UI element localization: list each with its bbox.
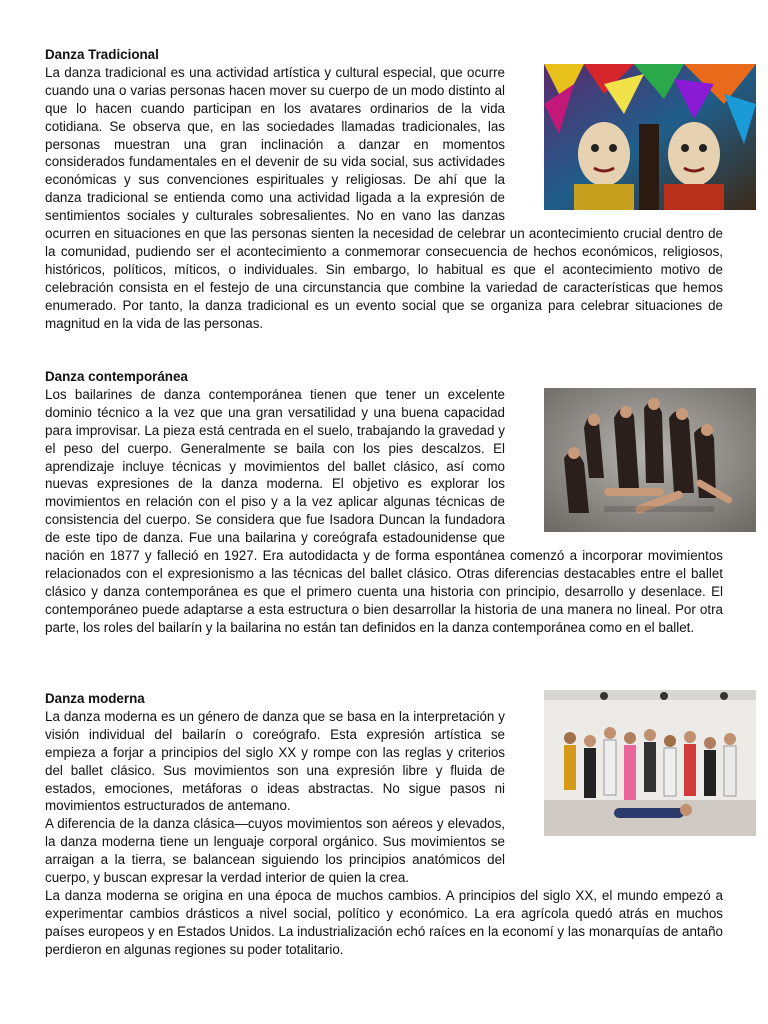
paragraph-text: Los bailarines de danza contemporánea tienen que tener un excelente dominio técnico a la vez que una gran versatilidad y una buena capacidad para improvisar. La pieza está centrada en el suelo, trabajando la gravedad y el peso del cuerpo. Generalmente se baila con los pies descalzos. El aprendizaje incluye técnicas y movimientos del ballet clásico, así como nuevas expresiones de la danza moderna. El objetivo es explorar los movimientos en relación con el piso y a la vez aplicar algunas técnicas de consistencia del cuerpo. Se considera que fue Isadora Duncan la fundadora de este tipo de danza. Fue una bailarina y coreógrafa estadounidense que nación en 1877 y falleció en 1927. Era autodidacta y de forma espontánea comenzó a incorporar movimientos relacionados con el expresionismo a las técnicas del ballet clásico. Otras diferencias destacables entre el ballet clásico y danza contemporánea es que el primero cuenta una historia con principio, desarrollo y desenlace. El contemporáneo puede adaptarse a esta estructura o bien desarrollar la historia de una manera no lineal. Por otra parte, los roles del bailarín y la bailarina no están tan definidos en la danza contemporánea como en el ballet. [45,386,723,635]
paragraph-text: La danza moderna se origina en una época de muchos cambios. A principios del siglo XX, el mundo empezó a experimentar cambios drásticos a nivel social, político y económico. La era agrícola quedó atrás en muchos países europeos y en Estados Unidos. La industrialización echó raíces en la economí y las monarquías de antaño perdieron en algunas regiones su poder totalitario. [45,887,723,957]
section-danza-contemporanea [45,368,723,637]
image-bailarines-contemporaneos [544,388,756,532]
section-title: Danza moderna [45,691,145,706]
section-danza-moderna [45,690,723,959]
paragraph-text: La danza moderna es un género de danza que se basa en la interpretación y visión individual del bailarín o coreógrafo. Esta expresión artística se empieza a forjar a principios del siglo XX y rompe con las reglas y criterios del ballet clásico. Sus movimientos son una expresión libre y fluida de estados, emociones, metáforas o ideas abstractas. No sigue pasos ni movimientos estructurados de antemano. [45,708,505,814]
paragraph-text: La danza tradicional es una actividad artística y cultural especial, que ocurre cuando una o varias personas hacen mover su cuerpo de un modo distinto al que lo hacen cuando participan en los avatares ordinarios de la vida cotidiana. Se observa que, en las sociedades llamadas tradicionales, las personas muestran una gran inclinación a danzar en momentos considerados fundamentales en el devenir de su vida social, sus actividades económicas y sus convenciones espirituales y religiosas. De ahí que la danza tradicional se entienda como una actividad ligada a la expresión de sentimientos sociales y culturales sobresalientes. No en vano las danzas ocurren en situaciones en que las personas sienten la necesidad de celebrar un acontecimiento crucial dentro de la comunidad, pudiendo ser el acontecimiento a conmemorar consecuencia de hechos económicos, religiosos, históricos, políticos, míticos, o individuales. Sin embargo, lo habitual es que el acontecimiento motivo de celebración consista en el festejo de una circunstancia que combine la variedad de características que hemos enumerado. Por tanto, la danza tradicional es un evento social que se organiza para celebrar situaciones de magnitud en la vida de las personas. [45,64,723,331]
section-title: Danza contemporánea [45,369,188,384]
section-danza-tradicional [45,46,723,333]
image-mascara-danza-tradicional [544,64,756,210]
section-title: Danza Tradicional [45,47,159,62]
image-grupo-danza-moderna [544,690,756,836]
paragraph-text: A diferencia de la danza clásica—cuyos movimientos son aéreos y elevados, la danza moderna tiene un lenguaje corporal orgánico. Sus movimientos se arraigan a la tierra, se balancean siguiendo los principios anatómicos del cuerpo, y buscan expresar la verdad interior de quien la crea. [45,816,505,886]
